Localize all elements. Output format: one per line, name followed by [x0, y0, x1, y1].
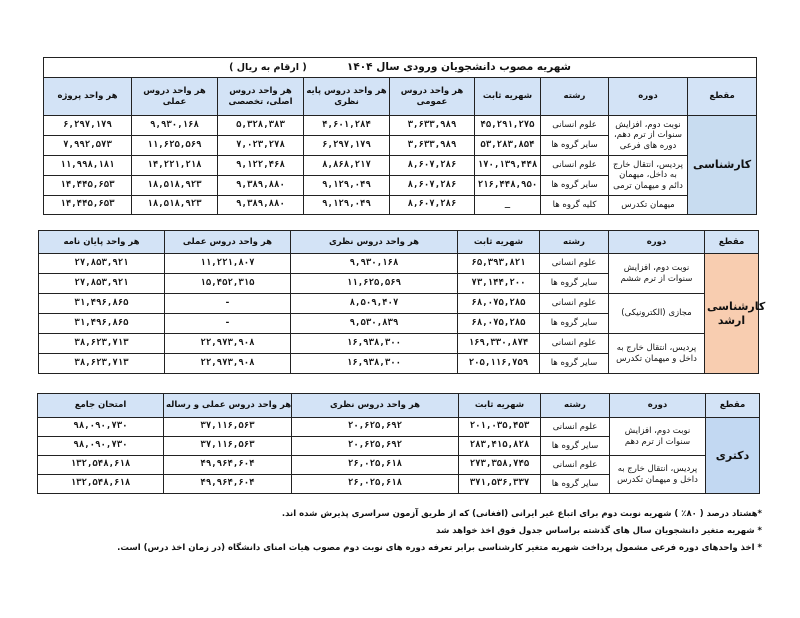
- cell-nazari: ۲۰,۶۲۵,۶۹۲: [292, 437, 459, 456]
- cell-reshteh: کلیه گروه ها: [541, 196, 609, 215]
- cell-payeh: ۸,۸۶۸,۲۱۷: [304, 156, 390, 176]
- cell-omoumi: ۳,۶۳۳,۹۸۹: [390, 136, 475, 156]
- cell-jame: ۱۳۲,۵۴۸,۶۱۸: [38, 456, 164, 475]
- cell-doreh: نوبت دوم، افزایش سنوات از ترم ششم: [609, 254, 705, 294]
- cell-reshteh: علوم انسانی: [541, 418, 610, 437]
- cell-thabet: ۴۵,۲۹۱,۲۷۵: [475, 116, 541, 136]
- header-doreh: دوره: [609, 231, 705, 254]
- cell-reshteh: علوم انسانی: [541, 456, 610, 475]
- cell-payeh: ۹,۱۲۹,۰۴۹: [304, 176, 390, 196]
- cell-doreh: پردیس، انتقال خارج به داخل، میهمان دائم و میهمان ترمی: [609, 156, 688, 196]
- header-payeh: هر واحد دروس پایه نظری: [304, 78, 390, 116]
- cell-doreh: مجازی (الکترونیکی): [609, 294, 705, 334]
- cell-amali-resaleh: ۴۹,۹۶۴,۶۰۴: [164, 475, 292, 494]
- cell-nazari: ۹,۹۳۰,۱۶۸: [291, 254, 458, 274]
- cell-nazari: ۱۶,۹۳۸,۳۰۰: [291, 354, 458, 374]
- cell-thabet: ۳۷۱,۵۳۶,۳۳۷: [459, 475, 541, 494]
- cell-payan: ۳۱,۴۹۶,۸۶۵: [39, 314, 165, 334]
- karshenasi-table: [43, 57, 757, 215]
- unit-note: ( ارقام به ریال ): [229, 61, 307, 73]
- header-reshteh: رشته: [540, 231, 609, 254]
- cell-payan: ۲۷,۸۵۳,۹۲۱: [39, 254, 165, 274]
- table-title: شهریه مصوب دانشجویان ورودی سال ۱۴۰۴: [346, 60, 572, 73]
- cell-reshteh: سایر گروه ها: [541, 176, 609, 196]
- cell-omoumi: ۳,۶۳۳,۹۸۹: [390, 116, 475, 136]
- cell-thabet: ۲۰۱,۰۳۵,۴۵۳: [459, 418, 541, 437]
- table-row: [44, 196, 757, 215]
- cell-doreh: نوبت دوم، افزایش سنوات از ترم دهم: [610, 418, 706, 456]
- table-row: [44, 116, 757, 136]
- cell-nazari: ۲۶,۰۲۵,۶۱۸: [292, 456, 459, 475]
- cell-nazari: ۲۶,۰۲۵,۶۱۸: [292, 475, 459, 494]
- cell-amali: ۲۲,۹۷۳,۹۰۸: [165, 334, 291, 354]
- header-amali: هر واحد دروس عملی: [165, 231, 291, 254]
- cell-jame: ۹۸,۰۹۰,۷۳۰: [38, 418, 164, 437]
- cell-payeh: ۴,۶۰۱,۲۸۴: [304, 116, 390, 136]
- cell-amali: ۱۱,۲۲۱,۸۰۷: [165, 254, 291, 274]
- header-amali-resaleh: هر واحد دروس عملی و رساله: [164, 394, 292, 418]
- cell-asli: ۷,۰۲۳,۲۷۸: [218, 136, 304, 156]
- cell-thabet: ۲۸۳,۴۱۵,۸۲۸: [459, 437, 541, 456]
- header-maghta: مقطع: [688, 78, 757, 116]
- cell-nazari: ۱۱,۶۲۵,۵۶۹: [291, 274, 458, 294]
- header-doreh: دوره: [610, 394, 706, 418]
- cell-omoumi: ۸,۶۰۷,۲۸۶: [390, 156, 475, 176]
- doktori-table: [37, 393, 760, 494]
- cell-nazari: ۱۶,۹۳۸,۳۰۰: [291, 334, 458, 354]
- header-payan: هر واحد پایان نامه: [39, 231, 165, 254]
- cell-reshteh: علوم انسانی: [541, 116, 609, 136]
- header-reshteh: رشته: [541, 78, 609, 116]
- cell-reshteh: سایر گروه ها: [541, 475, 610, 494]
- cell-payan: ۳۸,۶۲۳,۷۱۳: [39, 334, 165, 354]
- header-amali: هر واحد دروس عملی: [132, 78, 218, 116]
- header-reshteh: رشته: [541, 394, 610, 418]
- header-jame: امتحان جامع: [38, 394, 164, 418]
- cell-reshteh: سایر گروه ها: [540, 314, 609, 334]
- header-nazari: هر واحد دروس نظری: [291, 231, 458, 254]
- cell-reshteh: سایر گروه ها: [540, 274, 609, 294]
- cell-reshteh: سایر گروه ها: [541, 136, 609, 156]
- cell-payan: ۲۷,۸۵۳,۹۲۱: [39, 274, 165, 294]
- cell-amali: ۱۸,۵۱۸,۹۲۳: [132, 176, 218, 196]
- cell-project: ۷,۹۹۲,۵۷۳: [44, 136, 132, 156]
- header-asli: هر واحد دروس اصلی، تخصصی: [218, 78, 304, 116]
- table-header-row: [44, 78, 757, 116]
- cell-amali-resaleh: ۳۷,۱۱۶,۵۶۳: [164, 437, 292, 456]
- cell-reshteh: علوم انسانی: [541, 156, 609, 176]
- footnote: * شهریه متغیر دانشجویان سال های گذشته براساس جدول فوق اخذ خواهد شد: [436, 526, 762, 536]
- cell-thabet: ۱۷۰,۱۳۹,۴۴۸: [475, 156, 541, 176]
- cell-thabet: ۲۰۵,۱۱۶,۷۵۹: [458, 354, 540, 374]
- cell-amali: ۹,۹۳۰,۱۶۸: [132, 116, 218, 136]
- header-thabet: شهریه ثابت: [475, 78, 541, 116]
- cell-asli: ۵,۳۲۸,۳۸۳: [218, 116, 304, 136]
- cell-doreh: پردیس، انتقال خارج به داخل و میهمان تکدرس: [609, 334, 705, 374]
- cell-payan: ۳۸,۶۲۳,۷۱۳: [39, 354, 165, 374]
- footnote: *هشتاد درصد ( ۸۰٪ ) شهریه نوبت دوم برای اتباع غیر ایرانی (افغانی) که از طریق آزمون سراسری پذیرش شده اند.: [281, 509, 762, 519]
- cell-doreh: نوبت دوم، افزایش سنوات از ترم دهم، دوره های فرعی: [609, 116, 688, 156]
- level-karshenasi: کارشناسی: [688, 116, 757, 215]
- header-omoumi: هر واحد دروس عمومی: [390, 78, 475, 116]
- table-title-row: [44, 58, 757, 78]
- cell-asli: ۹,۳۸۹,۸۸۰: [218, 196, 304, 215]
- cell-amali-resaleh: ۳۷,۱۱۶,۵۶۳: [164, 418, 292, 437]
- header-project: هر واحد پروژه: [44, 78, 132, 116]
- cell-project: ۱۴,۴۴۵,۶۵۳: [44, 176, 132, 196]
- cell-payeh: ۶,۲۹۷,۱۷۹: [304, 136, 390, 156]
- cell-jame: ۱۳۲,۵۴۸,۶۱۸: [38, 475, 164, 494]
- header-thabet: شهریه ثابت: [459, 394, 541, 418]
- level-doktori: دکتری: [706, 418, 760, 494]
- cell-payan: ۳۱,۴۹۶,۸۶۵: [39, 294, 165, 314]
- cell-omoumi: ۸,۶۰۷,۲۸۶: [390, 176, 475, 196]
- table-header-row: [38, 394, 760, 418]
- cell-omoumi: ۸,۶۰۷,۲۸۶: [390, 196, 475, 215]
- cell-asli: ۹,۳۸۹,۸۸۰: [218, 176, 304, 196]
- header-maghta: مقطع: [706, 394, 760, 418]
- arshad-table: [38, 230, 766, 374]
- cell-amali: ۲۲,۹۷۳,۹۰۸: [165, 354, 291, 374]
- cell-amali: ۱۴,۲۲۱,۲۱۸: [132, 156, 218, 176]
- cell-thabet: ۶۸,۰۷۵,۲۸۵: [458, 294, 540, 314]
- table-row: [39, 294, 759, 314]
- cell-doreh: پردیس، انتقال خارج به داخل و میهمان تکدرس: [610, 456, 706, 494]
- cell-doreh: میهمان تکدرس: [609, 196, 688, 215]
- cell-nazari: ۸,۵۰۹,۴۰۷: [291, 294, 458, 314]
- cell-nazari: ۹,۵۳۰,۸۳۹: [291, 314, 458, 334]
- cell-thabet: ۶۸,۰۷۵,۲۸۵: [458, 314, 540, 334]
- header-thabet: شهریه ثابت: [458, 231, 540, 254]
- table-header-row: [39, 231, 759, 254]
- table-row: [44, 156, 757, 176]
- cell-project: ۱۱,۹۹۸,۱۸۱: [44, 156, 132, 176]
- table-row: [39, 334, 759, 354]
- cell-amali-resaleh: ۴۹,۹۶۴,۶۰۴: [164, 456, 292, 475]
- cell-asli: ۹,۱۲۲,۴۶۸: [218, 156, 304, 176]
- cell-thabet: ۲۱۶,۴۴۸,۹۵۰: [475, 176, 541, 196]
- level-arshad: کارشناسی ارشد: [705, 254, 759, 374]
- footnotes: [40, 506, 762, 557]
- cell-reshteh: علوم انسانی: [540, 294, 609, 314]
- cell-reshteh: علوم انسانی: [540, 254, 609, 274]
- cell-thabet: ۵۳,۲۸۳,۸۵۴: [475, 136, 541, 156]
- cell-jame: ۹۸,۰۹۰,۷۳۰: [38, 437, 164, 456]
- cell-amali: ۱۱,۶۲۵,۵۶۹: [132, 136, 218, 156]
- cell-project: ۱۴,۴۴۵,۶۵۳: [44, 196, 132, 215]
- table-row: [39, 254, 759, 274]
- cell-thabet: ۶۵,۳۹۳,۸۲۱: [458, 254, 540, 274]
- header-doreh: دوره: [609, 78, 688, 116]
- cell-payeh: ۹,۱۲۹,۰۴۹: [304, 196, 390, 215]
- header-maghta: مقطع: [705, 231, 759, 254]
- cell-amali: -: [165, 294, 291, 314]
- cell-thabet: ۷۳,۱۴۴,۲۰۰: [458, 274, 540, 294]
- table-row: [38, 456, 760, 475]
- cell-nazari: ۲۰,۶۲۵,۶۹۲: [292, 418, 459, 437]
- footnote: * اخذ واحدهای دوره فرعی مشمول پرداخت شهریه متغیر کارشناسی برابر تعرفه دوره های نوبت دوم مصوب هیات امنای دانشگاه (در زمان اخذ درس) است.: [117, 543, 762, 553]
- table-row: [38, 418, 760, 437]
- cell-reshteh: سایر گروه ها: [540, 354, 609, 374]
- cell-amali: -: [165, 314, 291, 334]
- cell-thabet: ۲۷۳,۳۵۸,۷۴۵: [459, 456, 541, 475]
- cell-thabet: ۱۶۹,۳۳۰,۸۷۴: [458, 334, 540, 354]
- cell-reshteh: سایر گروه ها: [541, 437, 610, 456]
- cell-project: ۶,۲۹۷,۱۷۹: [44, 116, 132, 136]
- cell-reshteh: علوم انسانی: [540, 334, 609, 354]
- header-nazari: هر واحد دروس نظری: [292, 394, 459, 418]
- cell-amali: ۱۵,۴۵۲,۳۱۵: [165, 274, 291, 294]
- cell-thabet: _: [475, 196, 541, 215]
- cell-amali: ۱۸,۵۱۸,۹۲۳: [132, 196, 218, 215]
